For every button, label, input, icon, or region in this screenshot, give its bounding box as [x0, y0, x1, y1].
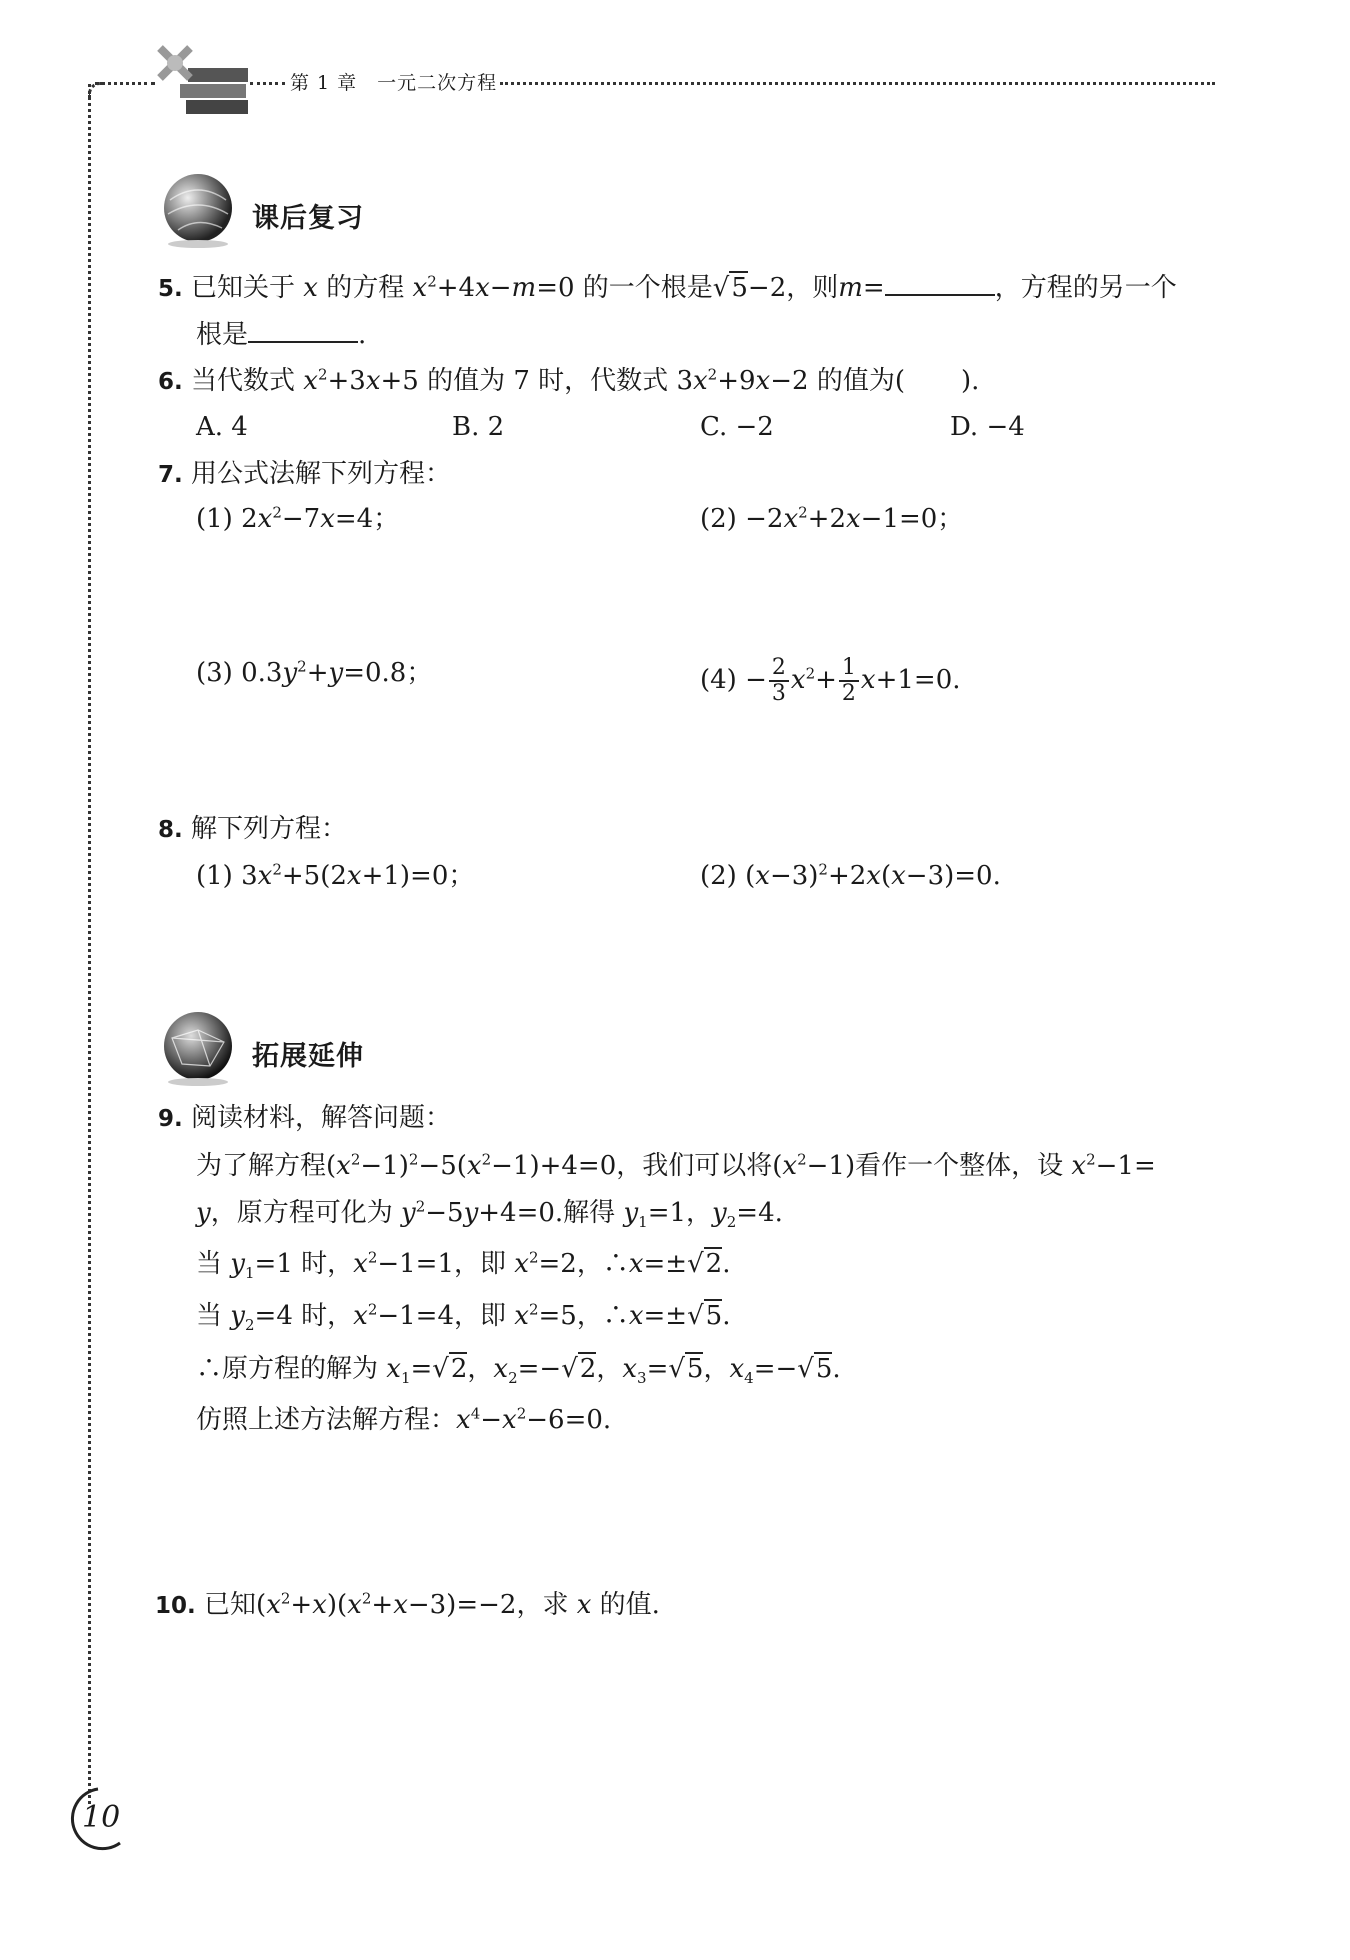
- q5-text: ，则: [786, 273, 839, 303]
- q7-part-2: $(2) -2x^2+2x-1=0$；: [700, 503, 964, 534]
- question-number: 10.: [155, 1593, 196, 1619]
- q5-text: 已知关于: [191, 273, 296, 303]
- q9-text: 当: [196, 1249, 223, 1279]
- question-number: 8.: [158, 817, 183, 843]
- question-6: 6. 当代数式 $x^2+3x+5$ 的值为 7 时，代数式 $3x^2+9x-2$ 的值为( ).: [158, 365, 980, 396]
- globe-icon: [158, 170, 238, 250]
- q6-option-b[interactable]: B. 2: [452, 412, 505, 442]
- question-number: 5.: [158, 276, 183, 302]
- part-label: (4): [700, 665, 737, 695]
- part-label: (1): [196, 861, 233, 891]
- q5-text: 根是: [196, 320, 249, 350]
- q9-line-1: 为了解方程$(x^2-1)^2-5(x^2-1)+4=0$，我们可以将$(x^2-1)$看作一个整体，设 $x^2-1=$: [196, 1150, 1156, 1181]
- section-title: 拓展延伸: [252, 1041, 364, 1072]
- book-stack-logo-icon: [150, 38, 255, 120]
- q9-text: 为了解方程: [196, 1151, 327, 1181]
- q9-line-6: 仿照上述方法解方程：$x^4-x^2-6=0$.: [196, 1404, 612, 1435]
- q8-text: 解下列方程：: [191, 814, 348, 844]
- q9-text: 时，: [301, 1301, 354, 1331]
- q9-text: .解得: [554, 1198, 616, 1228]
- q9-line-4: 当 $y_2=4$ 时，$x^2-1=4$，即 $x^2=5$，∴x=±√5.: [196, 1300, 731, 1335]
- header-dotted-rule-mid: [250, 82, 285, 85]
- q9-text: 阅读材料，解答问题：: [191, 1103, 452, 1133]
- q9-line-5: ∴原方程的解为 $x_1=√2$，$x_2=-√2$，$x_3=√5$，$x_4=-√5$.: [196, 1354, 841, 1388]
- q7-text: 用公式法解下列方程：: [191, 459, 452, 489]
- page-number: 10: [82, 1800, 121, 1835]
- q9-line-2: y，原方程可化为 $y^2-5y+4=0$.解得 $y_1=1$，$y_2=4$.: [196, 1197, 783, 1232]
- question-5-line-1: 5. 已知关于 x 的方程 $x^2+4x-m=0$ 的一个根是√5−2，则m= ，方程的另一个: [158, 272, 1177, 303]
- q6-text: 的值为 7 时，代数式: [427, 366, 669, 396]
- q9-text: ，即: [454, 1301, 507, 1331]
- question-10: 10. 已知$(x^2+x)(x^2+x-3)=-2$，求 x 的值.: [155, 1589, 660, 1620]
- q5-text: 的一个根是: [582, 273, 713, 303]
- q7-part-1: (1) $2x^2-7x=4$；: [196, 503, 400, 534]
- q9-text: ，我们可以将: [616, 1151, 773, 1181]
- header-dotted-rule-right: [500, 82, 1215, 85]
- question-7: [158, 457, 451, 492]
- question-number: 9.: [158, 1106, 183, 1132]
- network-globe-icon: [158, 1008, 238, 1088]
- q6-option-d[interactable]: D. −4: [950, 412, 1025, 442]
- part-label: (2): [700, 504, 737, 534]
- answer-blank[interactable]: [248, 321, 358, 343]
- q10-text: 的值.: [599, 1590, 660, 1620]
- q5-text: 的方程: [326, 273, 405, 303]
- q9-text: 看作一个整体，设: [855, 1151, 1064, 1181]
- q9-text: 当: [196, 1301, 223, 1331]
- part-label: (1): [196, 504, 233, 534]
- q8-part-1: (1) $3x^2+5(2x+1)=0$；: [196, 860, 475, 891]
- q5-text: ，方程的另一个: [994, 273, 1177, 303]
- q9-text: 时，: [301, 1249, 354, 1279]
- q9-line-3: 当 $y_1=1$ 时，$x^2-1=1$，即 $x^2=2$，∴x=±√2.: [196, 1248, 731, 1283]
- q10-text: ，求: [516, 1590, 569, 1620]
- q8-part-2: (2) $(x-3)^2+2x(x-3)=0$.: [700, 860, 1001, 891]
- question-number: 7.: [158, 462, 183, 488]
- q6-option-a[interactable]: A. 4: [196, 412, 248, 442]
- section-title: 课后复习: [252, 203, 364, 234]
- q7-part-4: (4) − $\frac{2}{3}$ $x^2+$ $\frac{1}{2}$ x+1=0.: [700, 655, 961, 706]
- q6-text: 当代数式: [191, 366, 296, 396]
- q9-text: 仿照上述方法解方程：: [196, 1405, 457, 1435]
- answer-blank[interactable]: [885, 274, 995, 296]
- header-dotted-rule-left: [95, 82, 155, 85]
- section-extension-heading: [158, 1008, 458, 1098]
- q6-option-c[interactable]: C. −2: [700, 412, 774, 442]
- question-8: [158, 812, 347, 847]
- part-label: (2): [700, 861, 737, 891]
- q6-text: ).: [960, 366, 980, 396]
- question-5-line-2: 根是 .: [196, 320, 367, 350]
- question-9: [158, 1101, 451, 1136]
- part-label: (3): [196, 658, 233, 688]
- left-dotted-border: [88, 84, 91, 1804]
- q6-text: 的值为(: [816, 366, 905, 396]
- q10-text: 已知: [204, 1590, 257, 1620]
- question-number: 6.: [158, 369, 183, 395]
- q9-text: ，原方程可化为: [210, 1198, 393, 1228]
- q9-text: ∴原方程的解为: [196, 1354, 379, 1384]
- q9-text: ，即: [454, 1249, 507, 1279]
- q7-part-3: (3) $0.3y^2+y=0.8$；: [196, 657, 433, 688]
- section-review-heading: [158, 170, 458, 260]
- chapter-title: 第 1 章 一元二次方程: [290, 72, 498, 94]
